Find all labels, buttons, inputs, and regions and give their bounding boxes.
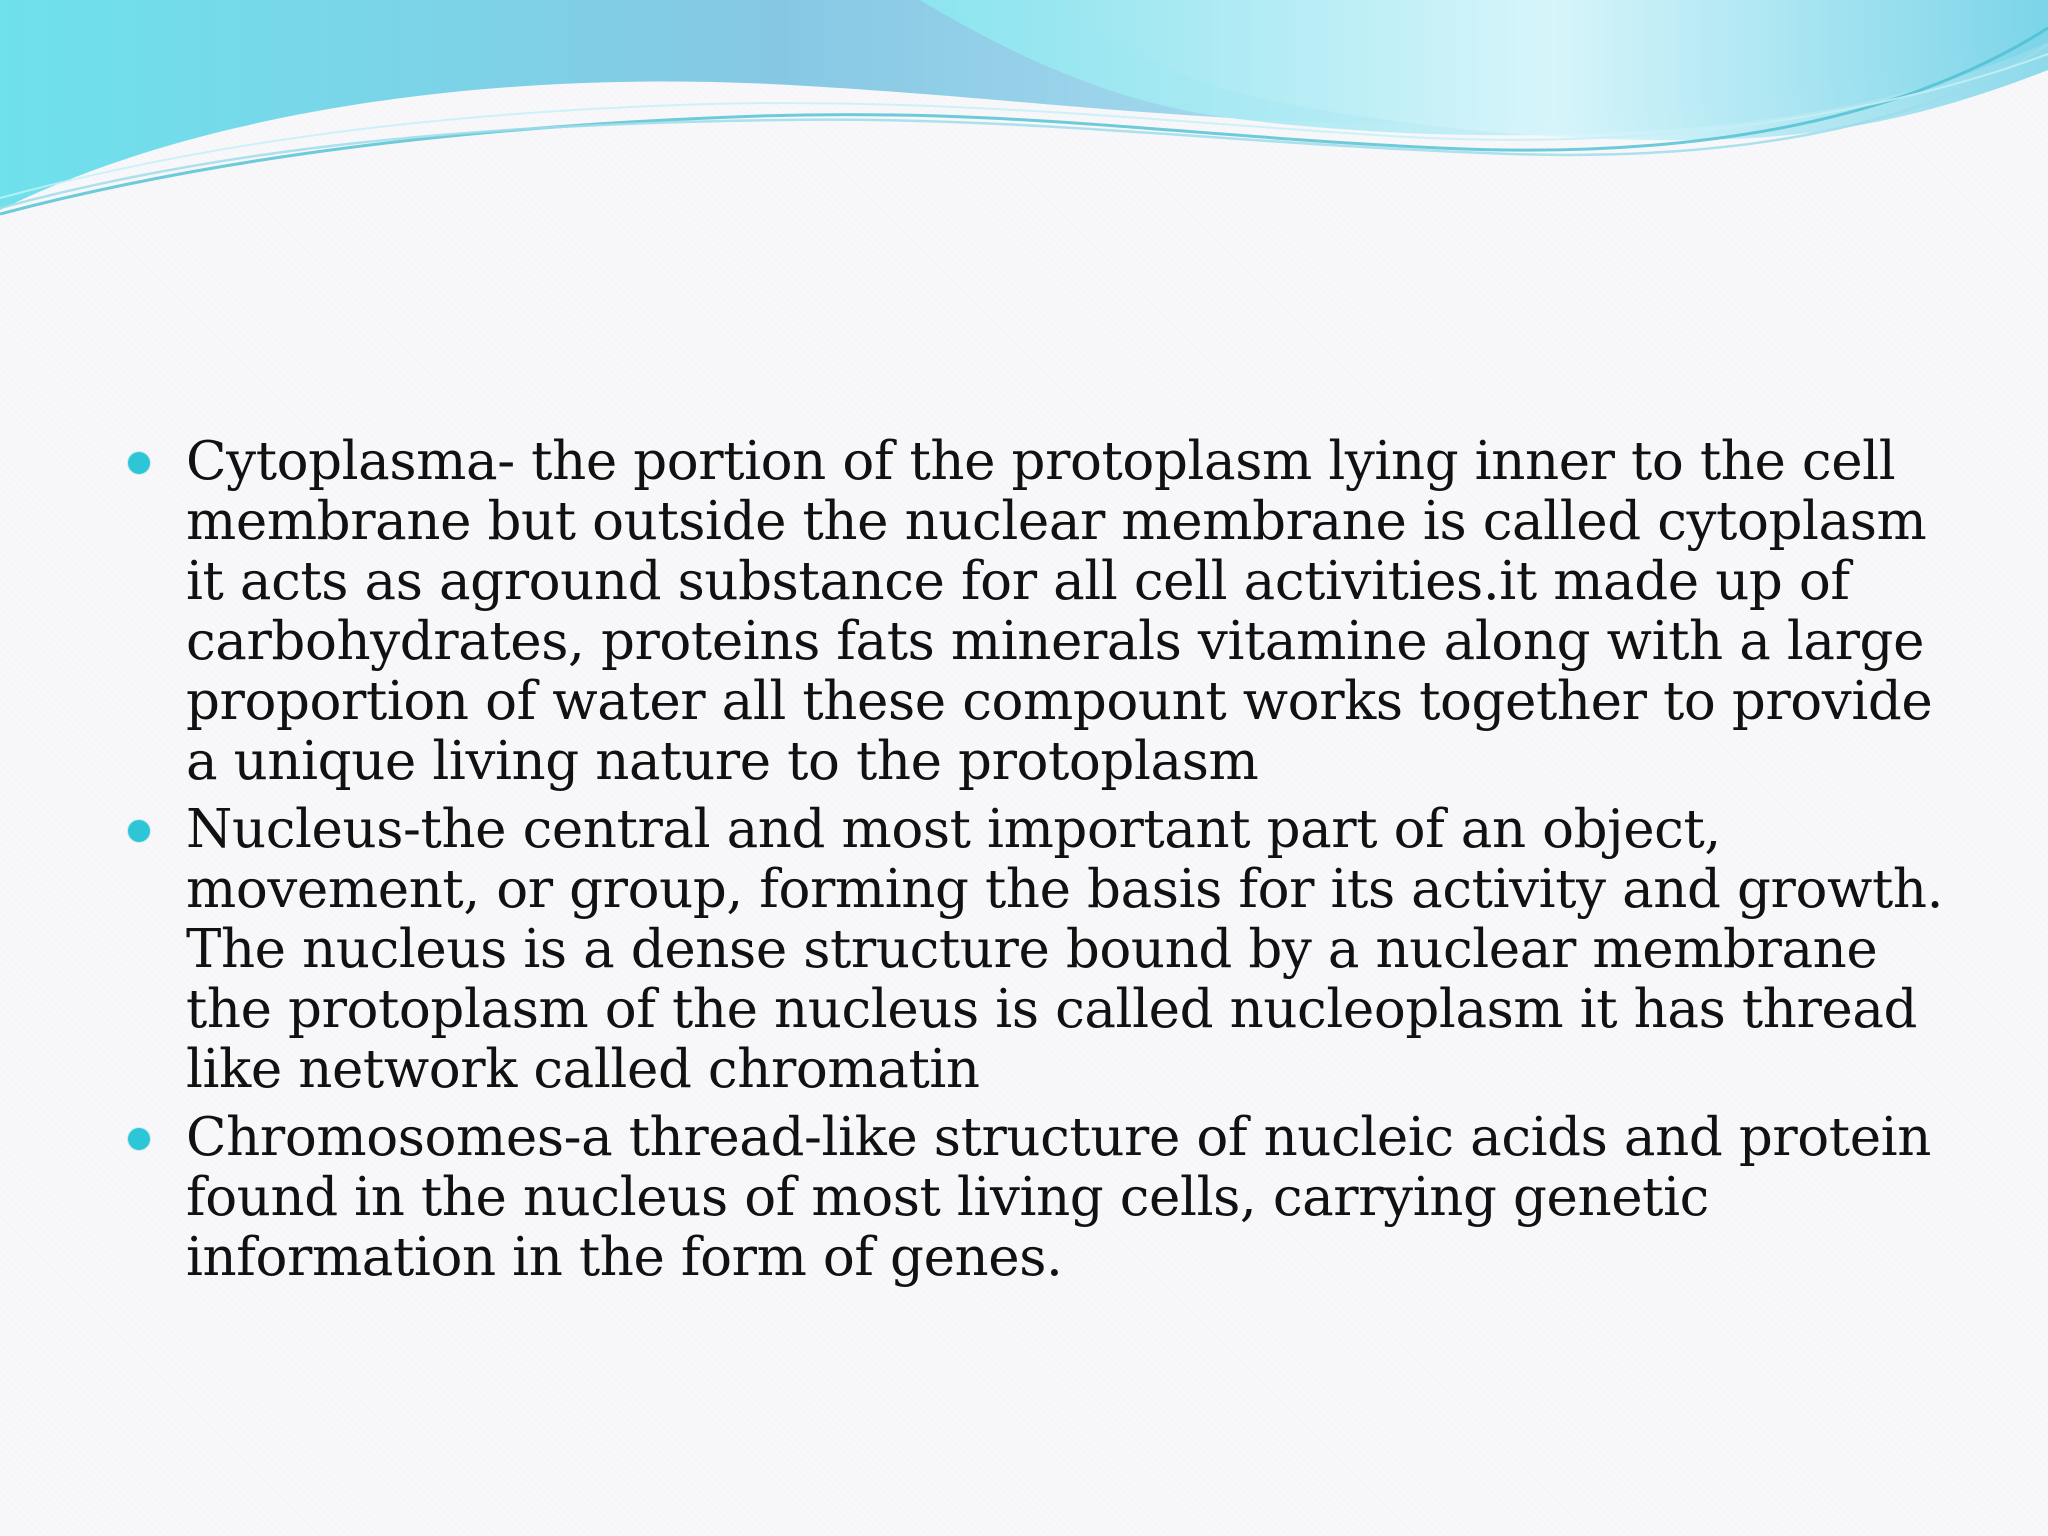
bullet-text: Chromosomes-a thread-like structure of nucleic acids and protein found in the nucleus of most living cells, carrying genetic information in the form of genes. [186, 1107, 1931, 1288]
wave-decoration-icon [0, 0, 2048, 240]
bullet-text: Cytoplasma- the portion of the protoplasm lying inner to the cell membrane but outside the nuclear membrane is called cytoplasm it acts as aground substance for all cell activities.it made up of carbohydrates, proteins fats minerals vitamine along with a large proportion of water all these compount works together to provide a unique living nature to the protoplasm [186, 431, 1933, 792]
bullet-list [128, 432, 1948, 1288]
circle-bullet-icon [128, 820, 150, 842]
circle-bullet-icon [128, 1128, 150, 1150]
bullet-item-cytoplasma [128, 432, 1948, 792]
bullet-item-nucleus [128, 800, 1948, 1100]
circle-bullet-icon [128, 452, 150, 474]
content-area [128, 432, 1948, 1296]
bullet-item-chromosomes [128, 1108, 1948, 1288]
bullet-text: Nucleus-the central and most important part of an object, movement, or group, forming the basis for its activity and growth. The nucleus is a dense structure bound by a nuclear membrane the protoplasm of the nucleus is called nucleoplasm it has thread like network called chromatin [186, 799, 1944, 1100]
